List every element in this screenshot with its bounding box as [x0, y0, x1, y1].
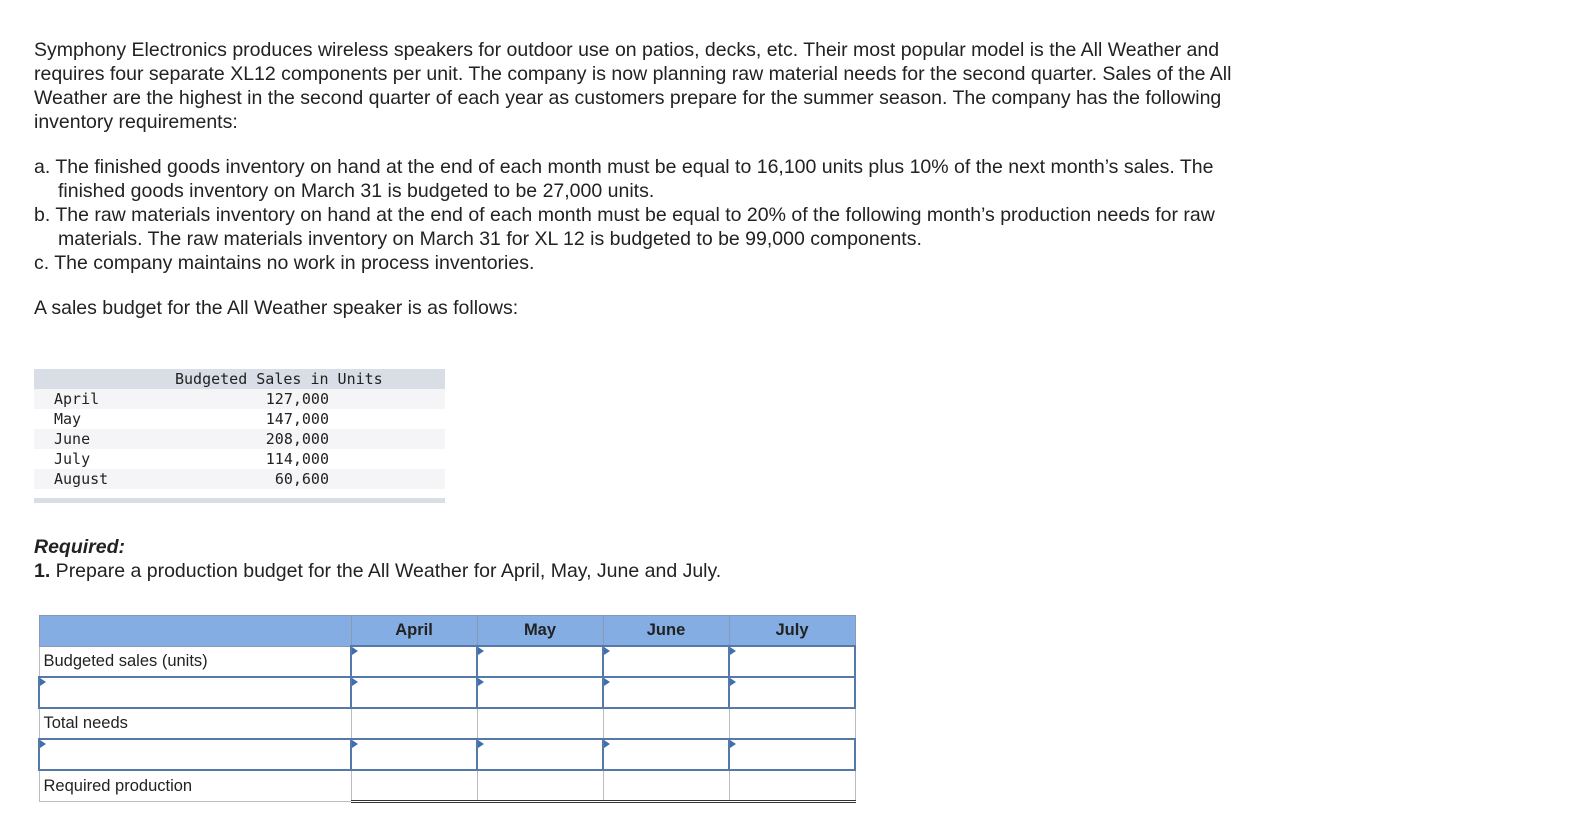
cell-blank1-july[interactable] [729, 677, 855, 708]
input-blank1-may[interactable] [478, 678, 602, 707]
header-april: April [351, 616, 477, 647]
header-july: July [729, 616, 855, 647]
cell-blank1-june[interactable] [603, 677, 729, 708]
required-number: 1. [34, 560, 51, 582]
input-blank2-april[interactable] [352, 740, 476, 769]
input-blank2-may[interactable] [478, 740, 602, 769]
requirement-b: b. The raw materials inventory on hand at the end of each month must be equal to 20% of the following month’s production needs for raw materials. The raw materials inventory on March 31 for XL 12 is budgeted to be 99,000 components. [34, 204, 1215, 250]
input-budgeted-sales-april[interactable] [352, 647, 476, 676]
cell-required-production-april [351, 770, 477, 802]
sales-table-footer [34, 498, 445, 503]
cell-label-blank-1[interactable] [39, 677, 351, 708]
cell-budgeted-sales-april[interactable] [351, 646, 477, 677]
cell-required-production-may [477, 770, 603, 802]
problem-intro: Symphony Electronics produces wireless speakers for outdoor use on patios, decks, etc. Their most popular model is the All Weather and requires four separate XL12 components per unit. The company is now planning raw material needs for the second quarter. Sales of the All Weather are the highest in the second quarter of each year as customers prepare for the summer season. The company has the following inventory requirements: [34, 39, 1232, 133]
cell-blank2-june[interactable] [603, 739, 729, 770]
input-blank1-june[interactable] [604, 678, 728, 707]
cell-blank1-april[interactable] [351, 677, 477, 708]
cell-required-production-june [603, 770, 729, 802]
cell-blank2-july[interactable] [729, 739, 855, 770]
required-title: Required: [34, 536, 126, 558]
sales-row-april: April 127,000 [34, 389, 445, 409]
cell-budgeted-sales-may[interactable] [477, 646, 603, 677]
row-blank-2 [39, 739, 855, 770]
required-text: Prepare a production budget for the All Weather for April, May, June and July. [50, 560, 722, 582]
input-blank2-june[interactable] [604, 740, 728, 769]
cell-total-needs-june [603, 708, 729, 739]
input-budgeted-sales-may[interactable] [478, 647, 602, 676]
row-required-production [39, 770, 855, 802]
cell-blank2-april[interactable] [351, 739, 477, 770]
sales-table-header: Budgeted Sales in Units [34, 369, 445, 389]
cell-blank2-may[interactable] [477, 739, 603, 770]
sales-row-may: May 147,000 [54, 410, 329, 428]
row-budgeted-sales [39, 646, 855, 677]
requirement-a: a. The finished goods inventory on hand at the end of each month must be equal to 16,100 units plus 10% of the next month’s sales. The finished goods inventory on March 31 is budgeted to be 27,000 units. [34, 156, 1214, 202]
sales-budget-lead: A sales budget for the All Weather speaker is as follows: [34, 297, 519, 319]
cell-blank1-may[interactable] [477, 677, 603, 708]
input-blank1-july[interactable] [730, 678, 854, 707]
input-budgeted-sales-july[interactable] [730, 647, 854, 676]
cell-total-needs-april [351, 708, 477, 739]
label-total-needs: Total needs [39, 708, 351, 739]
header-may: May [477, 616, 603, 647]
cell-required-production-july [729, 770, 855, 802]
label-budgeted-sales: Budgeted sales (units) [39, 646, 351, 677]
row-total-needs [39, 708, 855, 739]
production-budget-table [38, 615, 856, 803]
input-label-blank-2[interactable] [40, 740, 350, 769]
input-blank1-april[interactable] [352, 678, 476, 707]
production-header-row [39, 616, 855, 647]
cell-total-needs-july [729, 708, 855, 739]
sales-row-august: August 60,600 [34, 469, 445, 489]
sales-row-june: June 208,000 [34, 429, 445, 449]
cell-label-blank-2[interactable] [39, 739, 351, 770]
inventory-requirements [34, 155, 1284, 275]
cell-budgeted-sales-june[interactable] [603, 646, 729, 677]
required-section [34, 535, 721, 583]
input-blank2-july[interactable] [730, 740, 854, 769]
sales-budget-table [34, 369, 445, 503]
requirement-c: c. The company maintains no work in process inventories. [34, 252, 535, 274]
input-label-blank-1[interactable] [40, 678, 350, 707]
cell-total-needs-may [477, 708, 603, 739]
cell-budgeted-sales-july[interactable] [729, 646, 855, 677]
row-blank-1 [39, 677, 855, 708]
input-budgeted-sales-june[interactable] [604, 647, 728, 676]
header-june: June [603, 616, 729, 647]
label-required-production: Required production [39, 770, 351, 802]
header-blank [39, 616, 351, 647]
sales-row-july: July 114,000 [54, 450, 329, 468]
